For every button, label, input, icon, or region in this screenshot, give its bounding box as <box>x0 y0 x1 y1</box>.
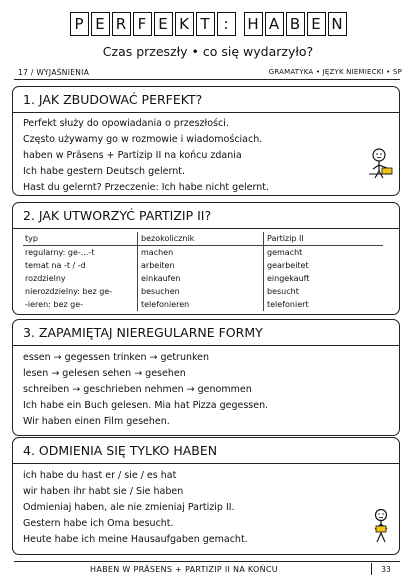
title-letter: A <box>265 12 284 36</box>
category-label: GRAMATYKA • JĘZYK NIEMIECKI • SP <box>268 68 402 76</box>
section-divider <box>13 228 399 229</box>
title-letter: E <box>307 12 326 36</box>
table-cell: machen <box>138 246 264 260</box>
student-standing-figure <box>369 508 393 546</box>
text-line: Gestern habe ich Oma besucht. <box>23 518 174 529</box>
column-header: typ <box>23 232 138 246</box>
table-cell: besucht <box>264 285 384 298</box>
text-line: Ich habe ein Buch gelesen. Mia hat Pizza gegessen. <box>23 400 269 411</box>
section-perfekt-building <box>12 86 400 196</box>
column-header: bezokolicznik <box>138 232 264 246</box>
text-line: Hast du gelernt? Przeczenie: Ich habe nicht gelernt. <box>23 182 270 193</box>
table-cell: eingekauft <box>264 272 384 285</box>
table-row <box>23 246 383 260</box>
text-line: Często używamy go w rozmowie i wiadomościach. <box>23 134 263 145</box>
table-cell: rozdzielny <box>25 274 66 283</box>
title-letter: E <box>91 12 110 36</box>
table-header-row <box>23 232 383 246</box>
table-cell: nierozdzielny: bez ge- <box>25 287 113 296</box>
table-cell: gemacht <box>264 246 384 260</box>
text-line: wir haben ihr habt sie / Sie haben <box>23 486 184 497</box>
section-partizip-building <box>12 202 400 315</box>
header-divider <box>14 79 400 80</box>
table-row <box>23 272 383 285</box>
text-line: Perfekt służy do opowiadania o przeszłości. <box>23 118 229 129</box>
text-line: Wir haben einen Film gesehen. <box>23 416 170 427</box>
section-haben-conjugation <box>12 437 400 555</box>
table-cell: telefoniert <box>264 298 384 311</box>
table-cell: arbeiten <box>138 259 264 272</box>
page-label: 17 / WYJAŚNIENIA <box>18 68 90 77</box>
section-irregular-forms <box>12 319 400 436</box>
title-letter: B <box>286 12 305 36</box>
section-heading: 3. ZAPAMIĘTAJ NIEREGULARNE FORMY <box>23 325 263 340</box>
page-subtitle: Czas przeszły • co się wydarzyło? <box>102 44 314 59</box>
section-heading: 4. ODMIENIA SIĘ TYLKO HABEN <box>23 443 218 458</box>
text-line: Heute habe ich meine Hausaufgaben gemacht. <box>23 534 248 545</box>
student-writing-figure <box>367 147 393 181</box>
text-line: Odmieniaj haben, ale nie zmieniaj Partizip II. <box>23 502 235 513</box>
title-letter: E <box>154 12 173 36</box>
section-heading: 1. JAK ZBUDOWAĆ PERFEKT? <box>23 92 203 107</box>
title-letter: : <box>217 12 236 36</box>
text-line: essen → gegessen trinken → getrunken <box>23 352 210 363</box>
title-letter: N <box>328 12 347 36</box>
footer-text: HABEN W PRÄSENS + PARTIZIP II NA KOŃCU <box>90 565 278 574</box>
title-letter: T <box>196 12 215 36</box>
table-cell: einkaufen <box>138 272 264 285</box>
table-cell: gearbeitet <box>264 259 384 272</box>
table-row <box>23 285 383 298</box>
page-title <box>0 12 416 36</box>
page-number: 33 <box>371 563 400 575</box>
partizip-table <box>23 232 383 311</box>
table-cell: telefonieren <box>138 298 264 311</box>
page-footer <box>14 561 400 576</box>
title-letter: H <box>244 12 263 36</box>
table-row <box>23 298 383 311</box>
table-cell: temat na -t / -d <box>25 261 86 270</box>
table-row <box>23 259 383 272</box>
table-cell: besuchen <box>138 285 264 298</box>
table-cell: -ieren: bez ge- <box>25 300 84 309</box>
text-line: schreiben → geschrieben nehmen → genommen <box>23 384 252 395</box>
text-line: lesen → gelesen sehen → gesehen <box>23 368 186 379</box>
text-line: haben w Präsens + Partizip II na końcu zdania <box>23 150 242 161</box>
text-line: Ich habe gestern Deutsch gelernt. <box>23 166 185 177</box>
title-letter: R <box>112 12 131 36</box>
title-letter: P <box>70 12 89 36</box>
title-letter: K <box>175 12 194 36</box>
table-cell: regularny: ge-...-t <box>25 248 95 257</box>
column-header: Partizip II <box>264 232 384 246</box>
text-line: ich habe du hast er / sie / es hat <box>23 470 177 481</box>
section-heading: 2. JAK UTWORZYĆ PARTIZIP II? <box>23 208 212 223</box>
title-letter: F <box>133 12 152 36</box>
